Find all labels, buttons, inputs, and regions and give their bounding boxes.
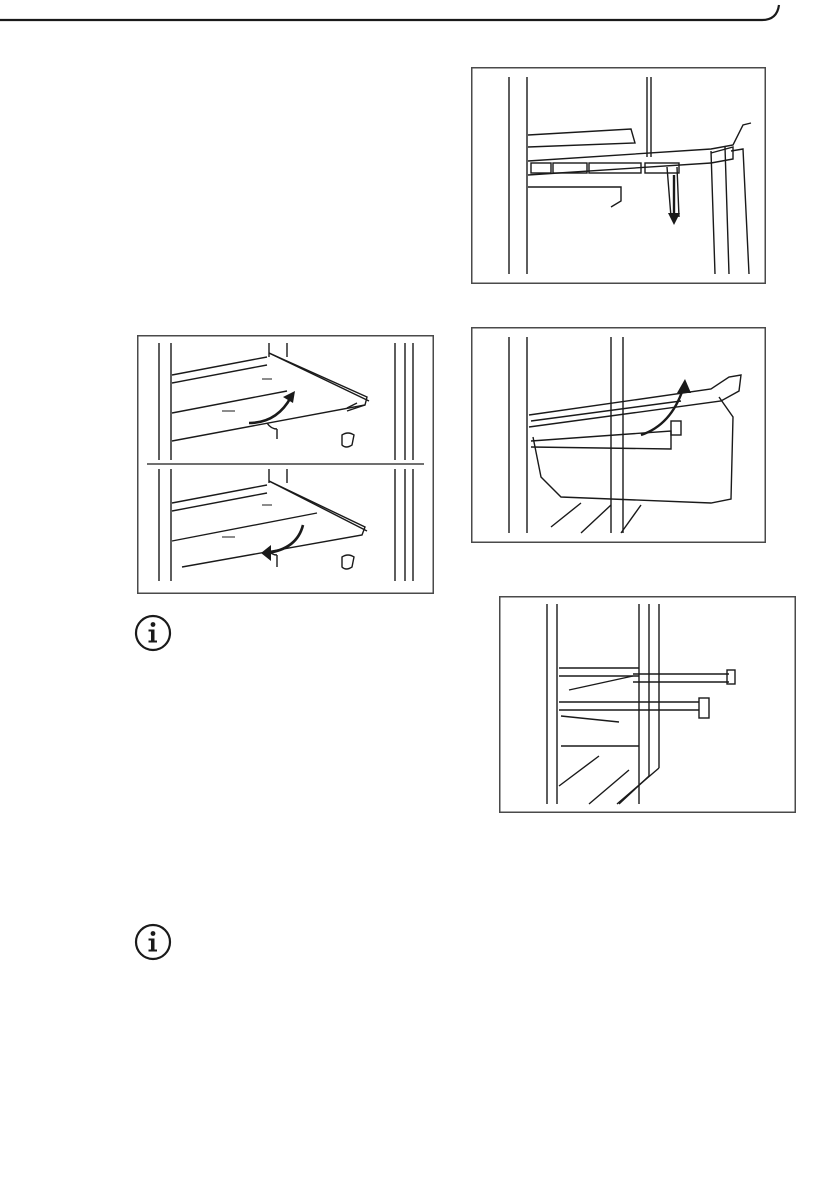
- shelf-removal-figure: [137, 335, 434, 594]
- drawer-clip-figure: [471, 67, 766, 284]
- drawer-lift-figure: [471, 327, 766, 543]
- drawer-rails-figure: [499, 596, 796, 813]
- info-icon: [133, 922, 173, 962]
- page-top-rule: [0, 0, 839, 40]
- info-icon: [133, 613, 173, 653]
